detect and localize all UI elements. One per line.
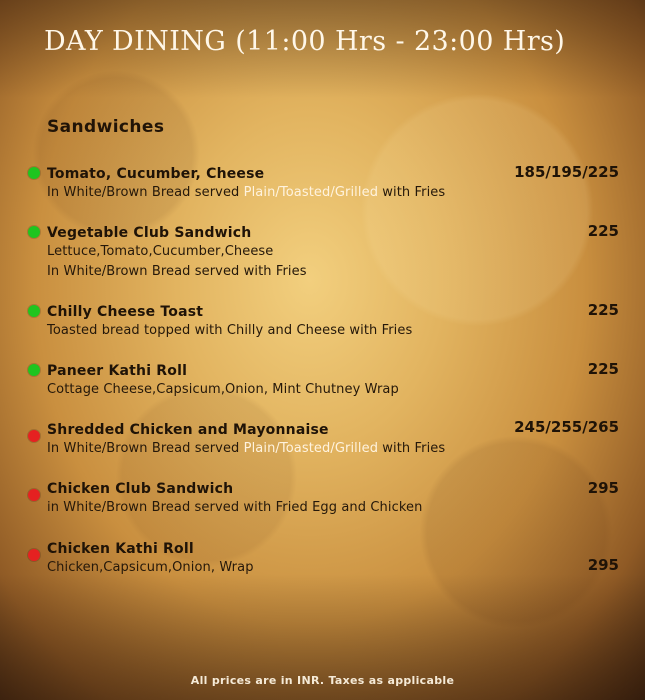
item-description-suffix: with Fries [378,441,446,456]
item-price: 225 [587,222,619,240]
item-price: 225 [587,301,619,319]
item-description-highlight: Plain/Toasted/Grilled [243,441,379,456]
veg-indicator-icon [28,226,40,238]
veg-indicator-icon [28,305,40,317]
veg-indicator-icon [28,364,40,376]
item-description-line-1: Lettuce,Tomato,Cucumber,Cheese [47,244,274,259]
item-description: Cottage Cheese,Capsicum,Onion, Mint Chutney Wrap [47,382,399,397]
nonveg-indicator-icon [28,549,40,561]
item-description-prefix: In White/Brown Bread served [47,441,244,456]
item-name: Paneer Kathi Roll [47,363,188,379]
item-description-suffix: with Fries [378,185,446,200]
item-description-line-2: In White/Brown Bread served with Fries [47,264,307,279]
item-description [47,440,445,459]
item-description [47,184,445,203]
item-name: Tomato, Cucumber, Cheese [47,166,265,182]
nonveg-indicator-icon [28,489,40,501]
item-price: 295 [587,556,619,574]
item-description: Chicken,Capsicum,Onion, Wrap [47,560,254,575]
item-name: Shredded Chicken and Mayonnaise [47,422,329,438]
item-name: Vegetable Club Sandwich [47,225,252,241]
page-title: DAY DINING (11:00 Hrs - 23:00 Hrs) [44,26,566,57]
item-description: Toasted bread topped with Chilly and Cheese with Fries [47,323,413,338]
item-name: Chicken Club Sandwich [47,481,234,497]
footer-note: All prices are in INR. Taxes as applicable [190,674,455,687]
veg-indicator-icon [28,167,40,179]
section-title: Sandwiches [47,117,165,137]
item-description-prefix: In White/Brown Bread served [47,185,244,200]
item-price: 295 [587,479,619,497]
item-name: Chilly Cheese Toast [47,304,204,320]
item-name: Chicken Kathi Roll [47,541,194,557]
item-price: 245/255/265 [514,418,619,436]
item-price: 225 [587,360,619,378]
item-description: in White/Brown Bread served with Fried Egg and Chicken [47,500,423,515]
item-description-highlight: Plain/Toasted/Grilled [243,185,379,200]
nonveg-indicator-icon [28,430,40,442]
item-price: 185/195/225 [514,163,619,181]
